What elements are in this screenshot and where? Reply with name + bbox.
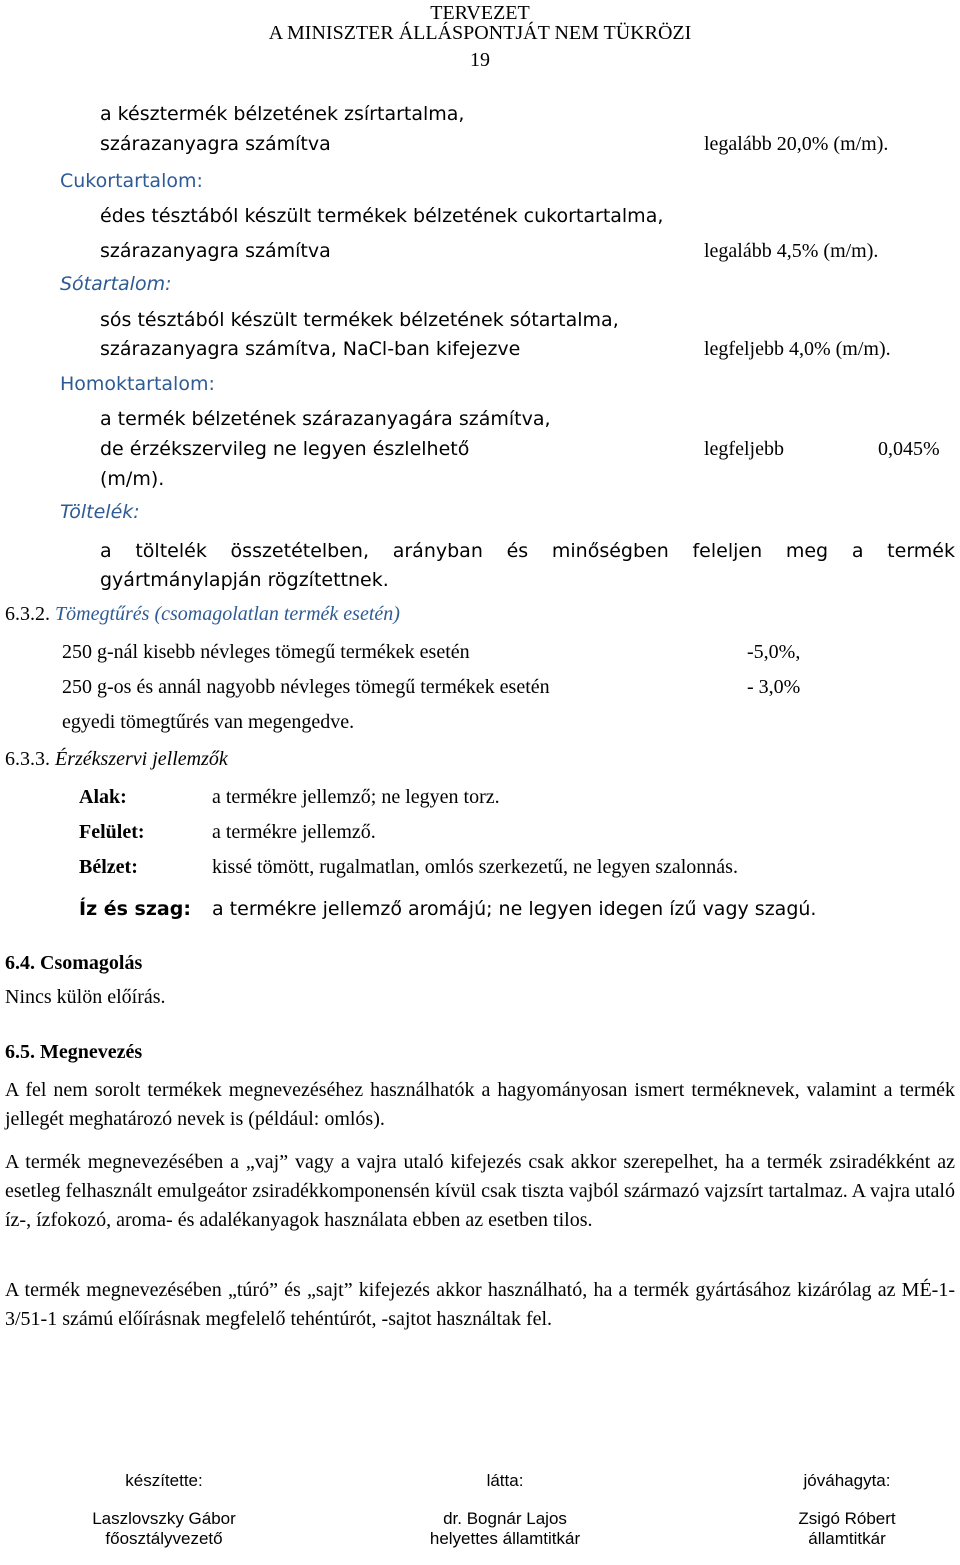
sand-line-3: (m/m). [100, 468, 165, 490]
section-64-heading: 6.4. Csomagolás [5, 952, 143, 974]
draft-label: TERVEZET [430, 2, 530, 24]
signature-title: főosztályvezető [105, 1529, 223, 1548]
signature-role: készítette: [125, 1471, 203, 1490]
signature-block-prepared [34, 1471, 294, 1549]
sugar-line-2: szárazanyagra számítva [100, 240, 331, 262]
sugar-heading: Cukortartalom: [60, 170, 203, 192]
weight-tolerance-row-2-value: - 3,0% [747, 676, 801, 698]
sand-line-1: a termék bélzetének szárazanyagára számítva, [100, 408, 551, 430]
sensory-label-taste-smell: Íz és szag: [79, 898, 191, 920]
sensory-label-crumb: Bélzet: [79, 856, 138, 878]
section-633-number: 6.3.3. [5, 748, 50, 770]
signature-name: Zsigó Róbert [798, 1509, 896, 1528]
sugar-line-1: édes tésztából készült termékek bélzetének cukortartalma, [100, 205, 664, 227]
weight-tolerance-row-1-value: -5,0%, [747, 641, 801, 663]
salt-heading: Sótartalom: [60, 273, 172, 295]
weight-tolerance-row-2-label: 250 g-os és annál nagyobb névleges tömegű termékek esetén [62, 676, 550, 698]
section-64-text: Nincs külön előírás. [5, 986, 166, 1008]
naming-paragraph-2: A termék megnevezésében a „vaj” vagy a vajra utaló kifejezés csak akkor szerepelhet, ha a termék zsiradékként az esetleg felhasznált emulgeátor zsiradékkomponensén kívül csak tiszta vajból származó vajzsírt tartalmaz. A vajra utaló íz-, ízfokozó, aroma- és adalékanyagok használata ebben az esetben tilos. [5, 1151, 955, 1231]
sensory-label-shape: Alak: [79, 786, 127, 808]
sugar-value: legalább 4,5% (m/m). [704, 240, 879, 262]
filling-text: a töltelék összetételben, arányban és minőségben feleljen meg a termék gyártmánylapján rögzítettnek. [100, 540, 955, 591]
sand-heading: Homoktartalom: [60, 373, 215, 395]
weight-tolerance-note: egyedi tömegtűrés van megengedve. [62, 711, 355, 733]
page-number: 19 [470, 49, 490, 71]
naming-paragraph-1: A fel nem sorolt termékek megnevezéséhez használhatók a hagyományosan ismert terméknevek, valamint a termék jellegét meghatározó nevek is (például: omlós). [5, 1079, 955, 1130]
section-633-title: Érzékszervi jellemzők [55, 748, 228, 770]
fat-value: legalább 20,0% (m/m). [704, 133, 889, 155]
sand-line-2: de érzékszervileg ne legyen észlelhető [100, 438, 470, 460]
signature-name: dr. Bognár Lajos [443, 1509, 567, 1528]
salt-line-1: sós tésztából készült termékek bélzetének sótartalma, [100, 309, 619, 331]
sand-value-number: 0,045% [878, 438, 940, 460]
fat-line-1: a késztermék bélzetének zsírtartalma, [100, 103, 465, 125]
fat-line-2: szárazanyagra számítva [100, 133, 331, 155]
signature-role: látta: [486, 1471, 524, 1490]
sensory-value-taste-smell: a termékre jellemző aromájú; ne legyen idegen ízű vagy szagú. [212, 898, 817, 920]
signature-title: államtitkár [808, 1529, 886, 1548]
naming-paragraph-3: A termék megnevezésében „túró” és „sajt” kifejezés akkor használható, ha a termék gyártásához kizárólag az MÉ-1-3/51-1 számú előírásnak megfelelő tehéntúrót, -sajtot használtak fel. [5, 1279, 955, 1330]
filling-heading: Töltelék: [60, 501, 140, 523]
section-632-heading [5, 603, 400, 626]
section-633-heading [5, 748, 228, 771]
salt-value: legfeljebb 4,0% (m/m). [704, 338, 891, 360]
disclaimer-label: A MINISZTER ÁLLÁSPONTJÁT NEM TÜKRÖZI [268, 22, 692, 44]
signature-role: jóváhagyta: [803, 1471, 891, 1490]
salt-line-2: szárazanyagra számítva, NaCl-ban kifejezve [100, 338, 521, 360]
section-632-title: Tömegtűrés (csomagolatlan termék esetén) [55, 603, 400, 625]
sensory-value-shape: a termékre jellemző; ne legyen torz. [212, 786, 500, 808]
sand-value-word: legfeljebb [704, 438, 784, 460]
signature-name: Laszlovszky Gábor [92, 1509, 236, 1528]
weight-tolerance-row-1-label: 250 g-nál kisebb névleges tömegű termékek esetén [62, 641, 470, 663]
sensory-label-surface: Felület: [79, 821, 145, 843]
signature-block-reviewed [375, 1471, 635, 1549]
section-65-heading: 6.5. Megnevezés [5, 1041, 143, 1063]
signature-block-approved [717, 1471, 960, 1549]
sensory-value-crumb: kissé tömött, rugalmatlan, omlós szerkezetű, ne legyen szalonnás. [212, 856, 738, 878]
sensory-value-surface: a termékre jellemző. [212, 821, 376, 843]
signature-title: helyettes államtitkár [429, 1529, 581, 1548]
section-632-number: 6.3.2. [5, 603, 50, 625]
